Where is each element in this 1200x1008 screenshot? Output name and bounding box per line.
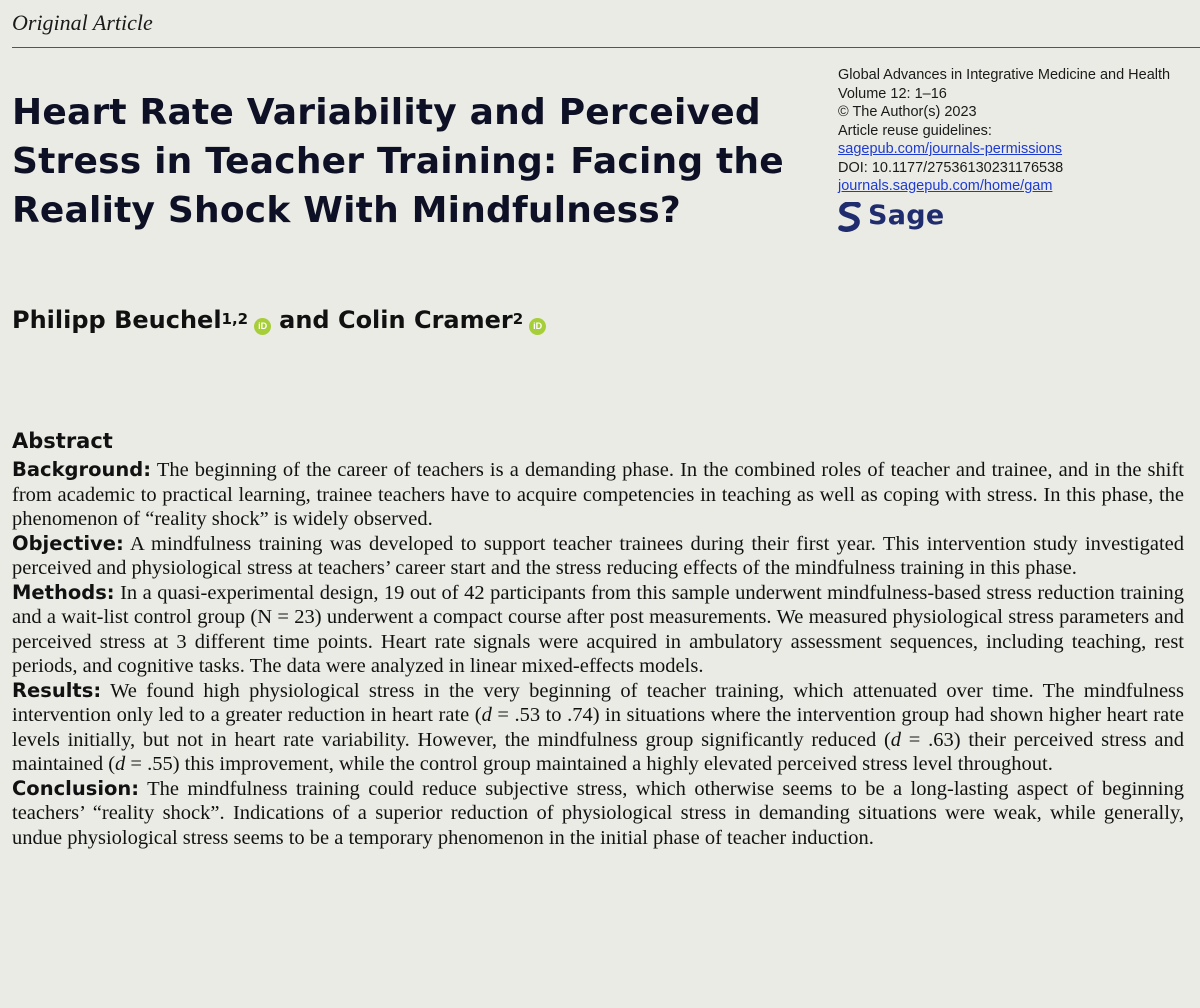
methods-text: In a quasi-experimental design, 19 out of 42 participants from this sample underwent mindfulness-based stress reduction training and a wait-list control group (N = 23) underwent a compact course after post measurements. We measured physiological stress parameters and perceived stress at 3 different time points. Heart rate signals were acquired in ambulatory assessment sequences, including teaching, rest periods, and cognitive tasks. The data were analyzed in linear mixed-effects models. [12, 581, 1185, 677]
author-list [12, 306, 554, 334]
abstract-results [12, 679, 1184, 777]
sage-wordmark: Sage [868, 200, 945, 232]
results-text: We found high physiological stress in the very beginning of teacher training, which attenuated over time. The mindfulness intervention only led to a greater reduction in heart rate ( [12, 679, 1184, 726]
header-divider [12, 47, 1200, 48]
doi: DOI: 10.1177/27536130231176538 [838, 159, 1064, 176]
abstract-section [12, 428, 1184, 850]
author-name: Philipp Beuchel [12, 306, 222, 334]
abstract-background [12, 458, 1184, 532]
author-affiliation: 2 [512, 310, 524, 328]
orcid-icon[interactable]: iD [254, 318, 271, 335]
journal-copyright: © The Author(s) 2023 [838, 104, 977, 120]
background-text: The beginning of the career of teachers is a demanding phase. In the combined roles of teacher and trainee, and in the shift from academic to practical learning, trainee teachers have to acquire competencies in teaching as well as coping with stress. In this phase, the phenomenon of “reality shock” is widely observed. [12, 459, 1184, 530]
results-text: = .53 to .74) in situations where the intervention group had shown higher heart rate levels initially, but not in heart rate variability. However, the mindfulness group significantly reduced ( [12, 704, 1184, 751]
results-text: = .63) their perceived stress and maintained ( [12, 728, 1184, 775]
orcid-icon[interactable]: iD [529, 318, 546, 335]
abstract-objective [12, 532, 1184, 581]
article-type-label: Original Article [12, 10, 153, 35]
article-title: Heart Rate Variability and Perceived Stress in Teacher Training: Facing the Reality Shock With Mindfulness? [12, 92, 784, 231]
journal-home-link[interactable]: journals.sagepub.com/home/gam [838, 178, 1053, 194]
abstract-conclusion [12, 777, 1184, 851]
reuse-guidelines-label: Article reuse guidelines: [838, 122, 992, 139]
sage-logo[interactable] [838, 202, 1198, 232]
conclusion-text: The mindfulness training could reduce subjective stress, which otherwise seems to be a long-lasting aspect of beginning teachers’ “reality shock”. Indications of a superior reduction of physiological stress in demanding situations were weak, while generally, undue physiological stress seems to be a temporary phenomenon in the initial phase of teacher induction. [12, 777, 1184, 849]
effect-size-symbol: d [115, 753, 126, 775]
objective-label: Objective: [12, 531, 124, 555]
effect-size-symbol: d [481, 704, 492, 726]
journal-info [838, 66, 1198, 232]
author-affiliation: 1,2 [221, 310, 249, 328]
conclusion-label: Conclusion: [12, 776, 140, 800]
abstract-methods [12, 581, 1184, 679]
background-label: Background: [12, 458, 152, 481]
permissions-link[interactable]: sagepub.com/journals-permissions [838, 141, 1063, 157]
author-name: Colin Cramer [337, 306, 513, 334]
journal-volume: Volume 12: 1–16 [838, 85, 947, 102]
author-conjunction: and [279, 306, 330, 334]
journal-name: Global Advances in Integrative Medicine and Health [838, 67, 1171, 83]
effect-size-symbol: d [890, 728, 902, 751]
results-text: = .55) this improvement, while the control group maintained a highly elevated perceived stress level throughout. [125, 753, 1053, 775]
objective-text: A mindfulness training was developed to support teacher trainees during their first year. This intervention study investigated perceived and physiological stress at teachers’ career start and the stress reducing effects of the mindfulness training in this phase. [12, 532, 1185, 579]
methods-label: Methods: [12, 580, 115, 604]
results-label: Results: [12, 678, 102, 702]
abstract-heading: Abstract [12, 429, 113, 453]
sage-s-icon [838, 202, 862, 232]
